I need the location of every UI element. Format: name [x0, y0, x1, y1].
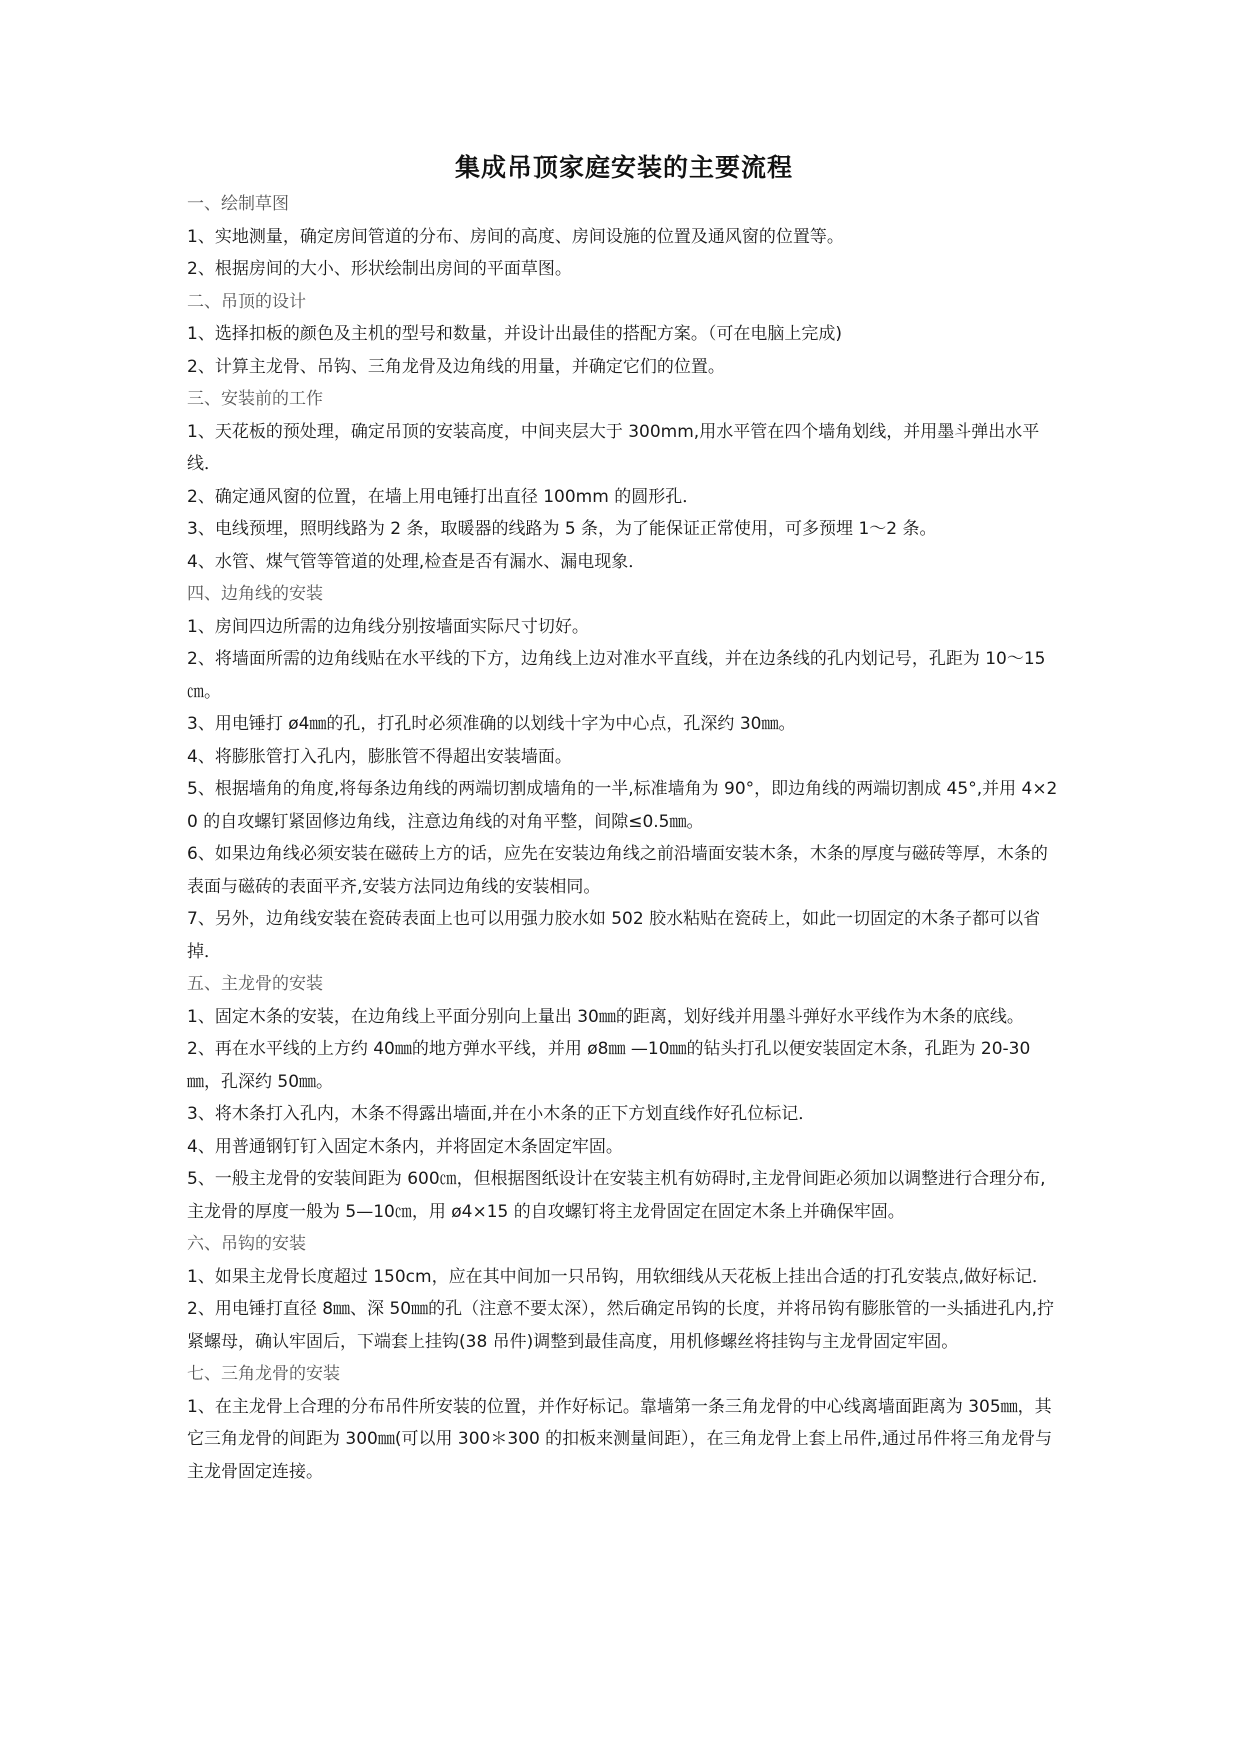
section-paragraph: 2、确定通风窗的位置，在墙上用电锤打出直径 100mm 的圆形孔．	[187, 486, 700, 507]
section	[187, 1228, 1061, 1358]
section-paragraph: 1、在主龙骨上合理的分布吊件所安装的位置，并作好标记。靠墙第一条三角龙骨的中心线离墙面距离为 305㎜，其它三角龙骨的间距为 300㎜(可以用 300＊300 的扣板来测量间距），在三角龙骨上套上吊件,通过吊件将三角龙骨与主龙骨固定连接。	[187, 1396, 1053, 1482]
document-title: 集成吊顶家庭安装的主要流程	[454, 153, 793, 182]
section-paragraph: 5、一般主龙骨的安装间距为 600㎝，但根据图纸设计在安装主机有妨碍时,主龙骨间距必须加以调整进行合理分布,主龙骨的厚度一般为 5—10㎝，用 ø4×15 的自攻螺钉将主龙骨固定在固定木条上并确保牢固。	[187, 1169, 1046, 1222]
section-heading: 四、边角线的安装	[187, 584, 323, 604]
section-paragraph: 4、将膨胀管打入孔内，膨胀管不得超出安装墙面。	[187, 746, 572, 767]
section-heading: 一、绘制草图	[187, 194, 289, 214]
section-paragraph: 3、将木条打入孔内，木条不得露出墙面,并在小木条的正下方划直线作好孔位标记．	[187, 1104, 816, 1124]
section-paragraph: 1、如果主龙骨长度超过 150cm，应在其中间加一只吊钩，用软细线从天花板上挂出合适的打孔安装点,做好标记．	[187, 1266, 1049, 1287]
section	[187, 286, 1061, 384]
section-heading: 六、吊钩的安装	[187, 1234, 306, 1254]
section-paragraph: 1、房间四边所需的边角线分别按墙面实际尺寸切好。	[187, 616, 589, 637]
section-heading: 三、安装前的工作	[187, 389, 323, 409]
section-paragraph: 7、另外，边角线安装在瓷砖表面上也可以用强力胶水如 502 胶水粘贴在瓷砖上，如此一切固定的木条子都可以省掉．	[187, 909, 1041, 962]
section	[187, 578, 1061, 968]
section-paragraph: 2、根据房间的大小、形状绘制出房间的平面草图。	[187, 259, 572, 279]
section-paragraph: 4、用普通钢钉钉入固定木条内，并将固定木条固定牢固。	[187, 1136, 623, 1157]
section	[187, 383, 1061, 578]
section-heading: 七、三角龙骨的安装	[187, 1364, 340, 1384]
section-paragraph: 1、固定木条的安装，在边角线上平面分别向上量出 30㎜的距离，划好线并用墨斗弹好水平线作为木条的底线。	[187, 1006, 1024, 1027]
section-paragraph: 3、用电锤打 ø4㎜的孔，打孔时必须准确的以划线十字为中心点，孔深约 30㎜。	[187, 714, 796, 734]
section	[187, 188, 1061, 286]
section-paragraph: 2、将墙面所需的边角线贴在水平线的下方，边角线上边对准水平直线，并在边条线的孔内划记号，孔距为 10～15㎝。	[187, 649, 1046, 702]
section-paragraph: 2、用电锤打直径 8㎜、深 50㎜的孔（注意不要太深），然后确定吊钩的长度，并将吊钩有膨胀管的一头插进孔内,拧紧螺母，确认牢固后，下端套上挂钩(38 吊件)调整到最佳高度，用机修螺丝将挂钩与主龙骨固定牢固。	[187, 1299, 1054, 1352]
section-paragraph: 3、电线预埋，照明线路为 2 条，取暖器的线路为 5 条，为了能保证正常使用，可多预埋 1～2 条。	[187, 519, 937, 539]
section	[187, 968, 1061, 1228]
section-paragraph: 4、水管、煤气管等管道的处理,检查是否有漏水、漏电现象．	[187, 551, 646, 572]
section-paragraph: 2、再在水平线的上方约 40㎜的地方弹水平线，并用 ø8㎜ —10㎜的钻头打孔以便安装固定木条，孔距为 20-30㎜，孔深约 50㎜。	[187, 1039, 1031, 1092]
section-paragraph: 5、根据墙角的角度,将每条边角线的两端切割成墙角的一半,标准墙角为 90°，即边角线的两端切割成 45°,并用 4×20 的自攻螺钉紧固修边角线，注意边角线的对角平整，间隙≤0.5㎜。	[187, 779, 1058, 832]
section-paragraph: 1、天花板的预处理，确定吊顶的安装高度，中间夹层大于 300mm,用水平管在四个墙角划线，并用墨斗弹出水平线．	[187, 421, 1040, 474]
section-paragraph: 6、如果边角线必须安装在磁砖上方的话，应先在安装边角线之前沿墙面安装木条，木条的厚度与磁砖等厚，木条的表面与磁砖的表面平齐,安装方法同边角线的安装相同。	[187, 844, 1048, 897]
section-paragraph: 1、实地测量，确定房间管道的分布、房间的高度、房间设施的位置及通风窗的位置等。	[187, 226, 844, 247]
section-heading: 二、吊顶的设计	[187, 291, 306, 312]
section	[187, 1358, 1061, 1488]
document-body	[187, 188, 1061, 1488]
section-paragraph: 2、计算主龙骨、吊钩、三角龙骨及边角线的用量，并确定它们的位置。	[187, 356, 725, 377]
section-paragraph: 1、选择扣板的颜色及主机的型号和数量，并设计出最佳的搭配方案。（可在电脑上完成)	[187, 324, 842, 344]
section-heading: 五、主龙骨的安装	[187, 974, 323, 994]
